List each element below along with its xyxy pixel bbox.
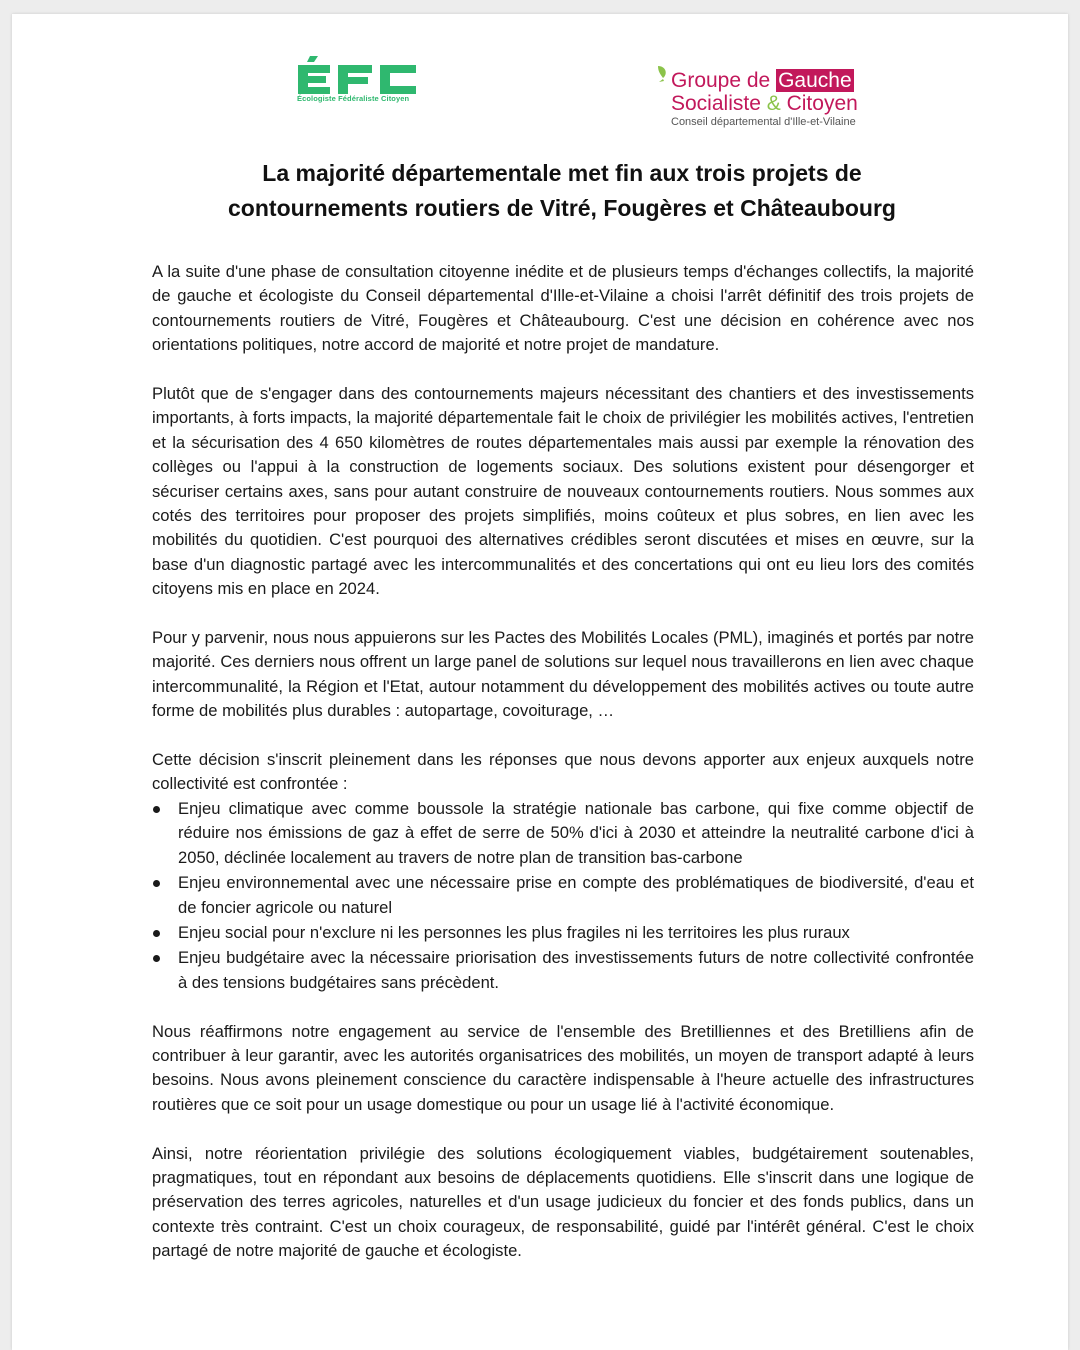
paragraph-consultation: A la suite d'une phase de consultation citoyenne inédite et de plusieurs temps d'échanges collectifs, la majorité de gauche et écologiste du Conseil départemental d'Ille-et-Vilaine a choisi l'arrêt définitif des trois projets de contournements routiers de Vitré, Fougères et Châteaubourg. C'est une décision en cohérence avec nos orientations politiques, notre accord de majorité et notre projet de mandature. bbox=[152, 262, 974, 355]
efc-logo-mark bbox=[296, 56, 420, 96]
leaf-icon bbox=[655, 64, 669, 86]
bullet-icon bbox=[153, 930, 160, 937]
gsc-logo bbox=[655, 64, 885, 132]
gsc-logo-highlight: Gauche bbox=[778, 69, 852, 92]
paragraph-engagement: Nous réaffirmons notre engagement au service de l'ensemble des Bretilliennes et des Bretilliens afin de contribuer à leur garantir, avec les autorités organisatrices des mobilités, un moyen de transport adapté à leurs besoins. Nous avons pleinement conscience du caractère indispensable à l'heure actuelle des infrastructures routières que ce soit pour un usage domestique ou pour un usage lié à l'activité économique. bbox=[152, 1021, 974, 1114]
document-body bbox=[152, 260, 974, 1288]
gsc-logo-line2 bbox=[671, 92, 858, 116]
paragraph-conclusion: Ainsi, notre réorientation privilégie des solutions écologiquement viables, budgétairement soutenables, pragmatiques, tout en répondant aux besoins de déplacements quotidiens. Elle s'inscrit dans une logique de préservation des terres agricoles, naturelles et d'un usage judicieux du foncier et des fonds publics, dans un contexte très contraint. C'est un choix courageux, de responsabilité, guidé par l'intérêt général. C'est le choix partagé de notre majorité de gauche et écologiste. bbox=[152, 1143, 974, 1261]
gsc-logo-prefix: Groupe de bbox=[671, 69, 771, 92]
gsc-logo-council: Conseil départemental d'Ille-et-Vilaine bbox=[671, 116, 856, 128]
list-item bbox=[152, 946, 974, 995]
page-title bbox=[132, 156, 992, 226]
gsc-logo-line1 bbox=[671, 69, 854, 93]
title-line-2: contournements routiers de Vitré, Fougères et Châteaubourg bbox=[228, 195, 896, 221]
list-item bbox=[152, 871, 974, 920]
document-page bbox=[12, 14, 1068, 1350]
efc-logo bbox=[296, 56, 420, 124]
paragraph-enjeux-intro: Cette décision s'inscrit pleinement dans les réponses que nous devons apporter aux enjeux auxquels notre collectivité est confrontée : bbox=[152, 750, 974, 794]
bullet-icon bbox=[153, 880, 160, 887]
bullet-icon bbox=[153, 806, 160, 813]
efc-logo-subtitle: Écologiste Fédéraliste Citoyen bbox=[297, 94, 410, 103]
bullet-icon bbox=[153, 955, 160, 962]
enjeux-list bbox=[152, 797, 974, 995]
title-line-1: La majorité départementale met fin aux trois projets de bbox=[262, 160, 862, 186]
list-item-text: Enjeu environnemental avec une nécessaire prise en compte des problématiques de biodiversité, d'eau et de foncier agricole ou naturel bbox=[178, 873, 974, 917]
list-item-text: Enjeu climatique avec comme boussole la stratégie nationale bas carbone, qui fixe comme objectif de réduire nos émissions de gaz à effet de serre de 50% d'ici à 2030 et atteindre la neutralité carbone d'ici à 2050, déclinée localement au travers de notre plan de transition bas-carbone bbox=[178, 798, 974, 867]
list-item bbox=[152, 797, 974, 870]
list-item-text: Enjeu social pour n'exclure ni les personnes les plus fragiles ni les territoires les plus ruraux bbox=[178, 922, 850, 942]
list-item bbox=[152, 921, 974, 945]
list-item-text: Enjeu budgétaire avec la nécessaire priorisation des investissements futurs de notre collectivité confrontée à des tensions budgétaires sans précèdent. bbox=[178, 948, 974, 992]
gsc-logo-ampersand: & bbox=[766, 92, 781, 115]
paragraph-mobilites: Plutôt que de s'engager dans des contournements majeurs nécessitant des chantiers et des investissements importants, à forts impacts, la majorité départementale fait le choix de privilégier les mobilités actives, l'entretien et la sécurisation des 4 650 kilomètres de routes départementales mais aussi par exemple la rénovation des collèges ou l'appui à la construction de logements sociaux. Des solutions existent pour désengorger et sécuriser certains axes, sans pour autant construire de nouveaux contournements routiers. Nous sommes aux cotés des territoires pour proposer des projets simplifiés, moins coûteux et plus sobres, en lien avec les mobilités du quotidien. C'est pourquoi des alternatives crédibles seront discutées et mises en œuvre, sur la base d'un diagnostic partagé avec les intercommunalités et des concertations qui ont eu lieu lors des comités citoyens mis en place en 2024. bbox=[152, 384, 974, 599]
gsc-logo-socialiste: Socialiste bbox=[671, 92, 761, 115]
gsc-logo-citoyen: Citoyen bbox=[786, 92, 858, 115]
paragraph-pml: Pour y parvenir, nous nous appuierons sur les Pactes des Mobilités Locales (PML), imaginés et portés par notre majorité. Ces derniers nous offrent un large panel de solutions sur lequel nous travaillerons en lien avec chaque intercommunalité, la Région et l'Etat, autour notamment du développement des mobilités actives ou toute autre forme de mobilités plus durables : autopartage, covoiturage, … bbox=[152, 628, 974, 721]
